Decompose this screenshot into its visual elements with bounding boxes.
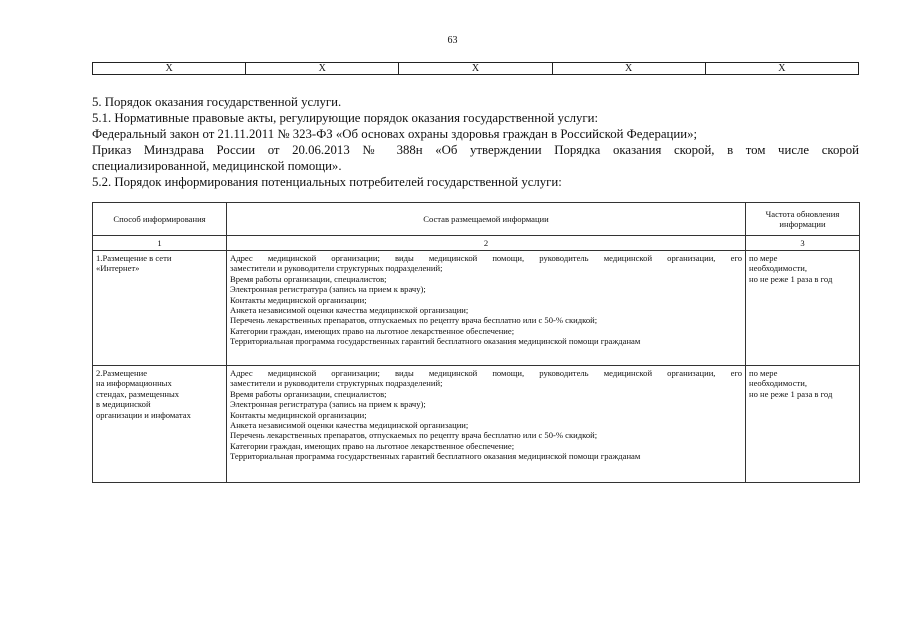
info-line: Контакты медицинской организации; (230, 409, 367, 420)
info-line: Контакты медицинской организации; (230, 294, 367, 305)
x-cell: X (399, 63, 552, 75)
info-line: заместители и руководители структурных подразделений; (230, 378, 443, 389)
frequency-line: необходимости, (749, 378, 808, 389)
x-cell: X (93, 63, 246, 75)
frequency-line: по мере (749, 368, 778, 378)
method-line: в медицинской (96, 399, 151, 410)
method-line: 1.Размещение в сети (96, 253, 172, 263)
method-line: 2.Размещение (96, 368, 148, 378)
method-cell (93, 366, 227, 483)
x-cell: X (246, 63, 399, 75)
info-line: Анкета независимой оценки качества медицинской организации; (230, 305, 469, 316)
x-cell: X (705, 63, 858, 75)
info-line: Перечень лекарственных препаратов, отпускаемых по рецепту врача бесплатно или с 50-% скидкой; (230, 315, 598, 326)
frequency-line: но не реже 1 раза в год (749, 273, 833, 284)
column-number: 2 (227, 236, 746, 251)
law-323-fz: Федеральный закон от 21.11.2011 № 323-ФЗ «Об основах охраны здоровья граждан в Российской Федерации»; (92, 127, 698, 141)
info-line: Адрес медицинской организации; виды медицинской помощи, руководитель медицинской организации, его (230, 368, 742, 378)
heading-5: 5. Порядок оказания государственной услуги. (92, 95, 342, 109)
info-line: заместители и руководители структурных подразделений; (230, 263, 443, 274)
frequency-line: необходимости, (749, 263, 808, 274)
info-line: Перечень лекарственных препаратов, отпускаемых по рецепту врача бесплатно или с 50-% скидкой; (230, 430, 598, 441)
x-row-table (92, 62, 859, 75)
info-cell (227, 251, 746, 366)
info-line: Электронная регистратура (запись на прием к врачу); (230, 284, 426, 295)
info-line: Категории граждан, имеющих право на льготное лекарственное обеспечение; (230, 440, 515, 451)
column-number: 3 (746, 236, 860, 251)
header-frequency: Частота обновления информации (746, 203, 860, 236)
info-cell (227, 366, 746, 483)
info-line: Время работы организации, специалистов; (230, 273, 387, 284)
info-line: Время работы организации, специалистов; (230, 388, 387, 399)
informing-table (92, 202, 860, 483)
info-line: Анкета независимой оценки качества медицинской организации; (230, 420, 469, 431)
page-number: 63 (447, 35, 458, 46)
method-cell (93, 251, 227, 366)
frequency-line: но не реже 1 раза в год (749, 388, 833, 399)
heading-5-1: 5.1. Нормативные правовые акты, регулирующие порядок оказания государственной услуги: (92, 111, 599, 125)
x-cell: X (552, 63, 705, 75)
info-line: Категории граждан, имеющих право на льготное лекарственное обеспечение; (230, 325, 515, 336)
frequency-cell (746, 366, 860, 483)
info-line: Территориальная программа государственных гарантий бесплатного оказания медицинской помощи гражданам (230, 451, 641, 462)
header-content: Состав размещаемой информации (227, 203, 746, 236)
info-line: Территориальная программа государственных гарантий бесплатного оказания медицинской помощи гражданам (230, 336, 641, 347)
method-line: «Интернет» (96, 263, 140, 274)
order-388n-line2: специализированной, медицинской помощи». (92, 159, 342, 173)
section-5 (92, 94, 859, 190)
method-line: организации и инфоматах (96, 409, 191, 420)
x-row (93, 63, 859, 75)
info-line: Адрес медицинской организации; виды медицинской помощи, руководитель медицинской организации, его (230, 253, 742, 263)
method-line: стендах, размещенных (96, 388, 180, 399)
table-row (93, 251, 860, 366)
header-row (93, 203, 860, 236)
heading-5-2: 5.2. Порядок информирования потенциальных потребителей государственной услуги: (92, 175, 562, 189)
column-number-row (93, 236, 860, 251)
table-row (93, 366, 860, 483)
column-number: 1 (93, 236, 227, 251)
header-method: Способ информирования (93, 203, 227, 236)
method-line: на информационных (96, 378, 172, 389)
frequency-line: по мере (749, 253, 778, 263)
order-388n-line1: Приказ Минздрава России от 20.06.2013 № 388н «Об утверждении Порядка оказания скорой, в том числе скорой (92, 143, 859, 157)
frequency-cell (746, 251, 860, 366)
info-line: Электронная регистратура (запись на прием к врачу); (230, 399, 426, 410)
